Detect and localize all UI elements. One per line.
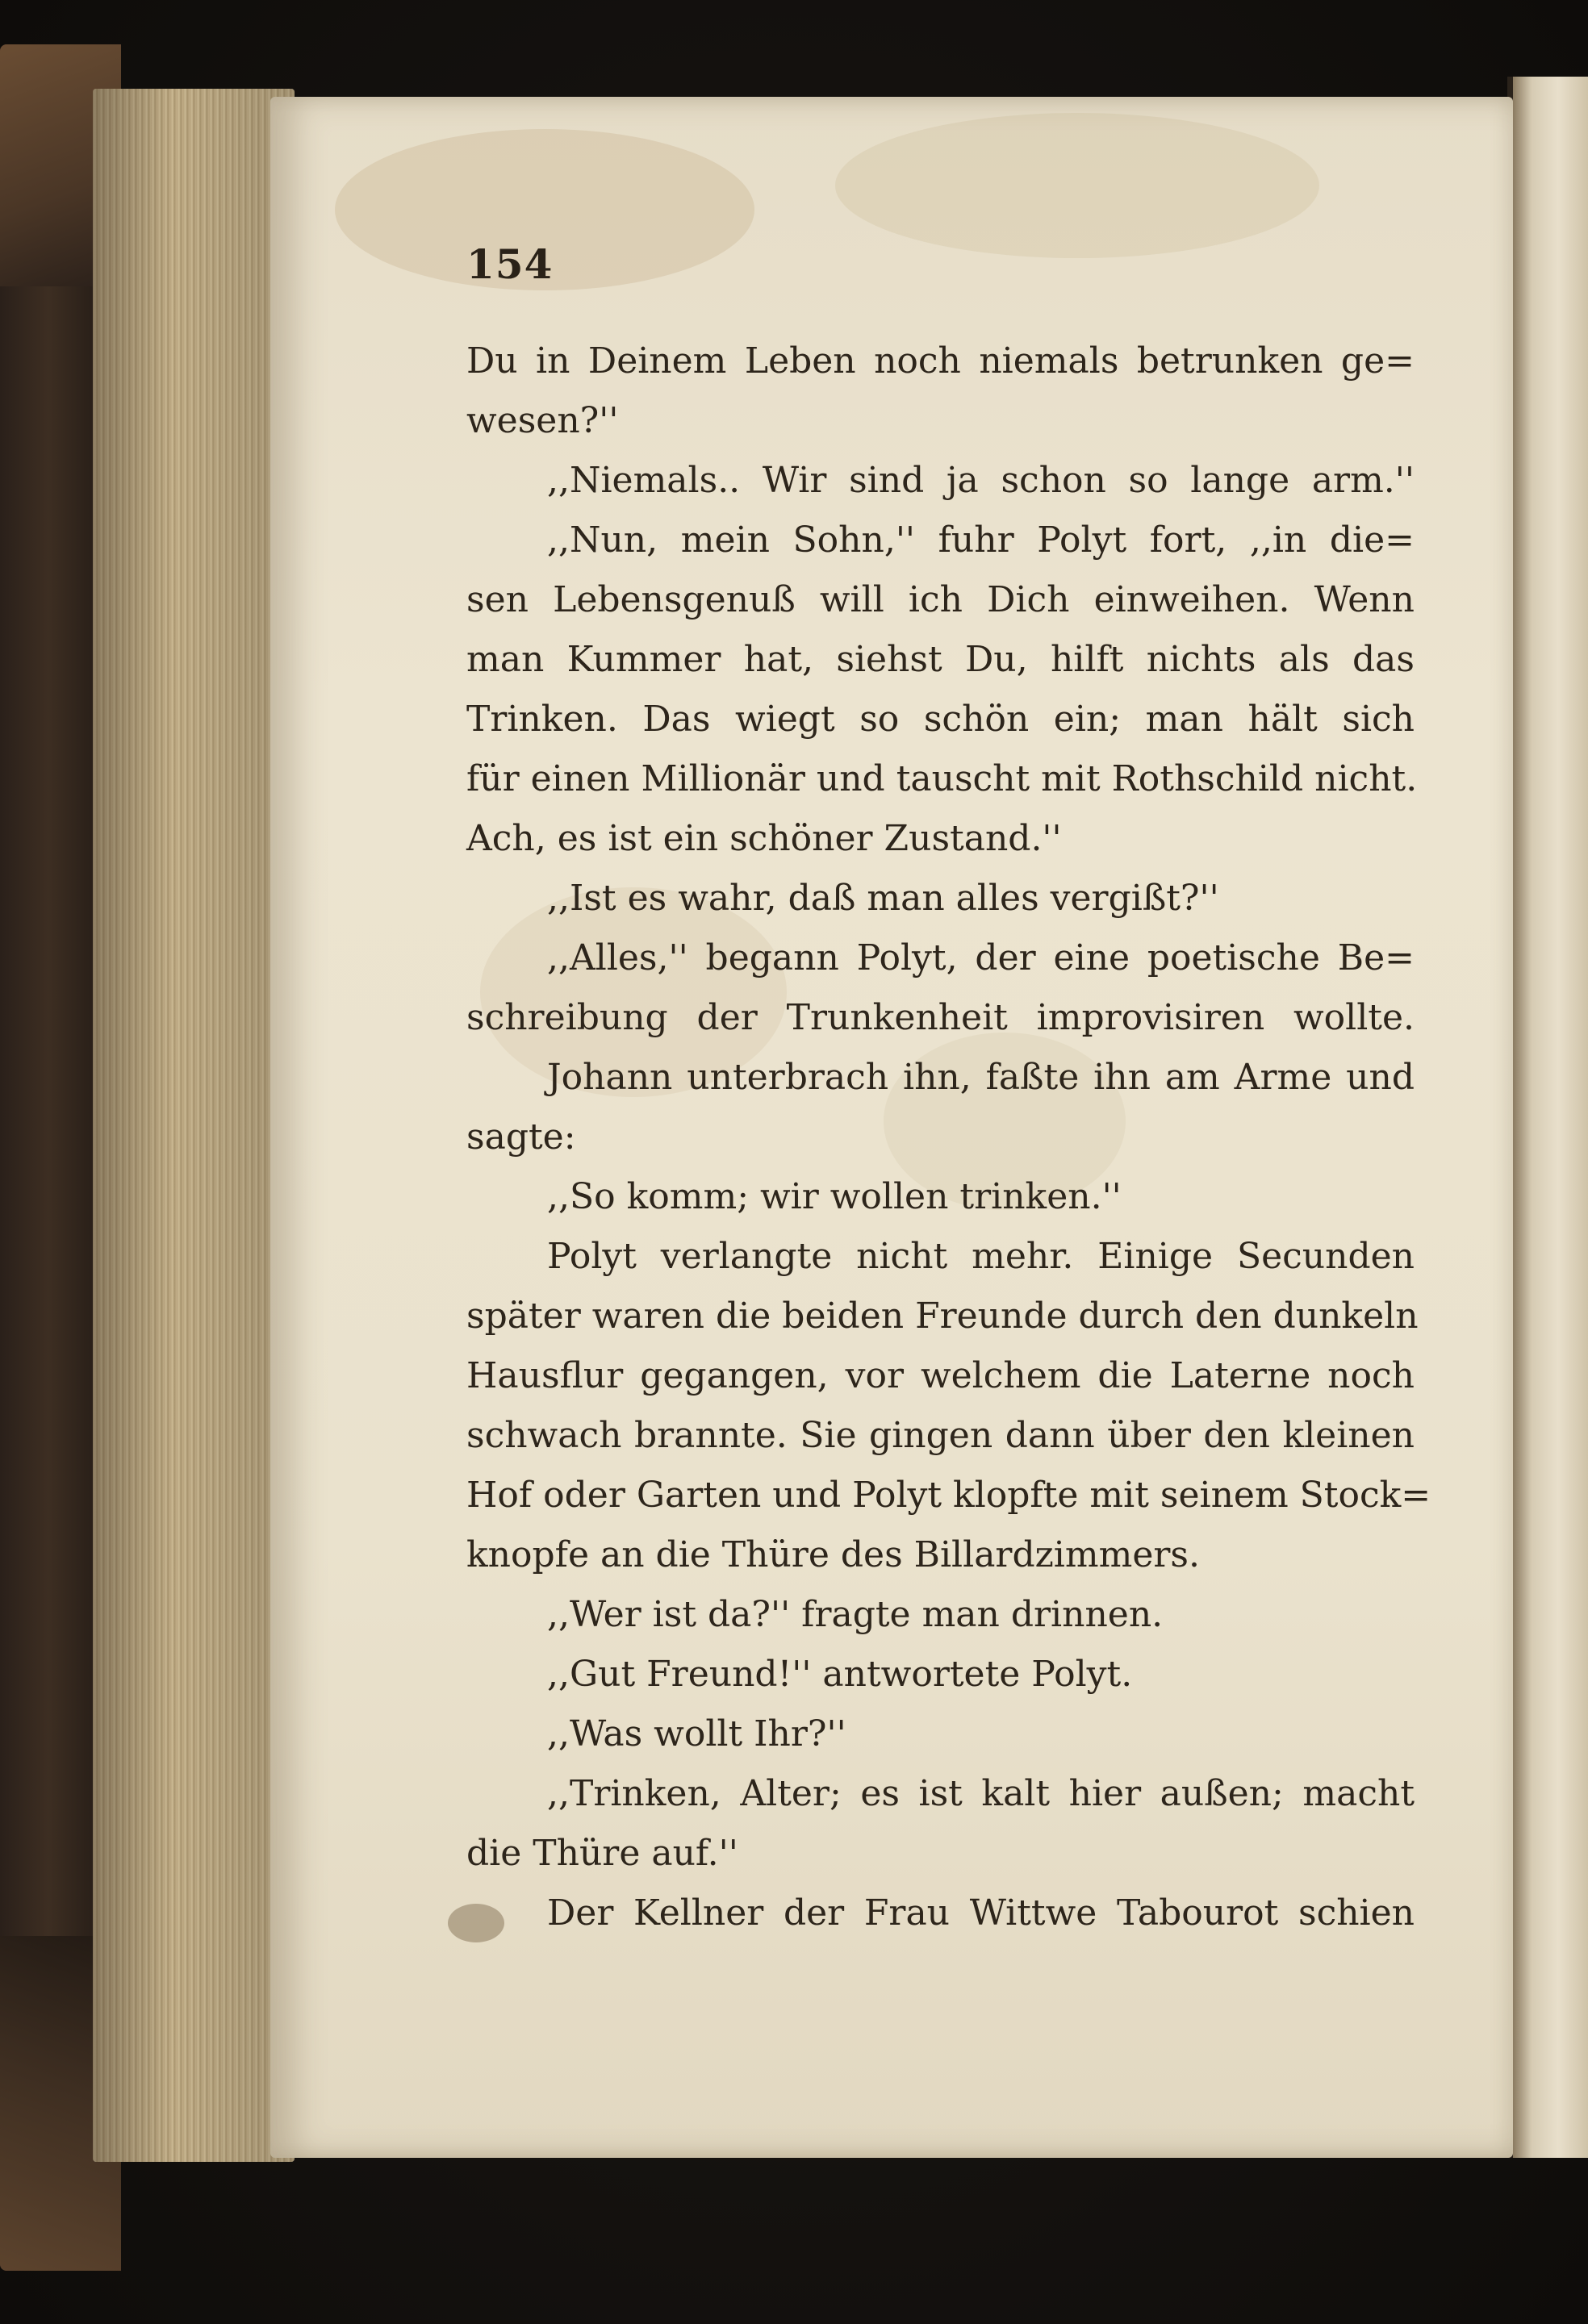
text-line: Du in Deinem Leben noch niemals betrunken ge= — [466, 340, 1415, 382]
text-line: ,,Was wollt Ihr?'' — [547, 1713, 846, 1754]
text-line: Hausflur gegangen, vor welchem die Laterne noch — [466, 1355, 1415, 1396]
text-line: Hof oder Garten und Polyt klopfte mit seinem Stock= — [466, 1475, 1431, 1516]
text-line: knopfe an die Thüre des Billardzimmers. — [466, 1534, 1200, 1575]
text-line: Trinken. Das wiegt so schön ein; man hält sich — [466, 699, 1415, 740]
text-line: sen Lebensgenuß will ich Dich einweihen. Wenn — [466, 579, 1415, 620]
text-line: schwach brannte. Sie gingen dann über den kleinen — [466, 1415, 1415, 1456]
text-line: für einen Millionär und tauscht mit Rothschild nicht. — [466, 758, 1418, 799]
text-line: man Kummer hat, siehst Du, hilft nichts als das — [466, 639, 1415, 680]
text-line: ,,Niemals.. Wir sind ja schon so lange arm.'' — [547, 460, 1415, 501]
book-page — [270, 97, 1513, 2158]
next-page-edge — [1513, 77, 1588, 2158]
page-stain — [448, 1904, 504, 1942]
text-line: ,,Trinken, Alter; es ist kalt hier außen; macht — [547, 1773, 1415, 1814]
page-number: 154 — [466, 240, 554, 288]
text-line: die Thüre auf.'' — [466, 1833, 738, 1874]
text-line: schreibung der Trunkenheit improvisiren wollte. — [466, 997, 1415, 1038]
page-stain — [835, 113, 1319, 258]
text-line: ,,Alles,'' begann Polyt, der eine poetische Be= — [547, 937, 1415, 978]
text-line: Ach, es ist ein schöner Zustand.'' — [466, 818, 1062, 859]
text-line: ,,Wer ist da?'' fragte man drinnen. — [547, 1594, 1164, 1635]
text-line: sagte: — [466, 1116, 576, 1158]
text-line: später waren die beiden Freunde durch den dunkeln — [466, 1296, 1419, 1337]
text-line: ,,Nun, mein Sohn,'' fuhr Polyt fort, ,,in die= — [547, 519, 1415, 561]
text-line: ,,Ist es wahr, daß man alles vergißt?'' — [547, 878, 1219, 919]
text-line: wesen?'' — [466, 400, 619, 441]
text-line: ,,So komm; wir wollen trinken.'' — [547, 1176, 1122, 1217]
text-line: Polyt verlangte nicht mehr. Einige Secunden — [547, 1236, 1415, 1277]
text-line: Johann unterbrach ihn, faßte ihn am Arme und — [547, 1057, 1415, 1098]
text-line: ,,Gut Freund!'' antwortete Polyt. — [547, 1654, 1133, 1695]
page-edges-shade — [93, 89, 295, 2162]
text-line: Der Kellner der Frau Wittwe Tabourot schien — [547, 1892, 1415, 1934]
